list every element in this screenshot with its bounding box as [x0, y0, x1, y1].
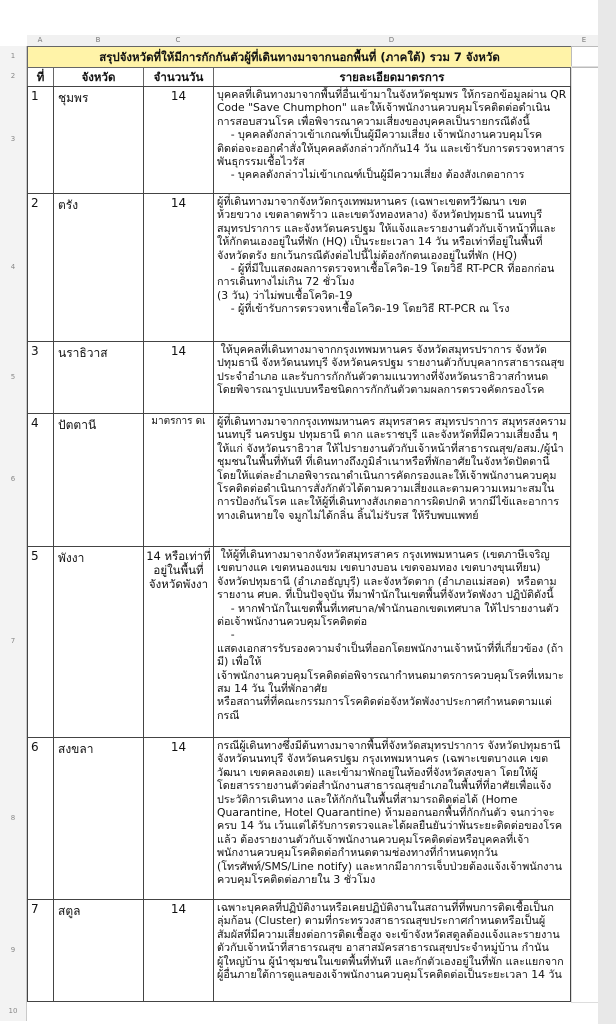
cell-details[interactable]: ผู้ที่เดินทางมาจากกรุงเทพมหานคร สมุทรสาคร สมุทรปราการ สมุทรสงคราม นนทบุรี นครปฐม ปทุมธานี ตาก และราชบุรี และจังหวัดที่มีความเสี่ยงอื่น ๆ ให้แก่ จังหวัดนราธิวาส ให้ไปรายงานตัวกับเจ้าหน้าที่สาธารณสุข/อสม./ผู้นำชุมชนในพื้นที่ทันที ที่เดินทางถึงภูมิลำเนาหรือที่พักอาศัยในจังหวัดปัตตานี โดยให้แต่ละอำเภอพิจารณาดำเนินการคัดกรองและให้เจ้าพนักงานควบคุมโรคติดต่อดำเนินการสั่งกักตัวได้ตามความเสี่ยงและตามความเหมาะสมในการป้องกันโรค และให้ผู้ที่เดินทางสังเกตอาการผิดปกติ หากมีไข้และอาการทางเดินหายใจ จมูกไม่ได้กลิ่น ลิ้นไม่รับรส ให้รีบพบแพทย์ — [213, 413, 571, 547]
row-number[interactable]: 1 — [0, 46, 27, 66]
column-header-e[interactable]: E — [570, 35, 598, 47]
row-number[interactable]: 3 — [0, 86, 27, 193]
cell-no[interactable]: 2 — [27, 193, 54, 342]
cell-count[interactable]: มาตรการ ดเ — [143, 413, 214, 547]
cell-province[interactable]: นราธิวาส — [53, 341, 144, 414]
cell-province[interactable]: สตูล — [53, 899, 144, 1002]
column-header-b[interactable]: B — [53, 35, 143, 47]
cell-no[interactable]: 3 — [27, 341, 54, 414]
cell-e[interactable] — [571, 66, 599, 1003]
column-header-a[interactable]: A — [27, 35, 53, 47]
cell-details[interactable]: ให้ผู้ที่เดินทางมาจากจังหวัดสมุทรสาคร กรุงเทพมหานคร (เขตภาษีเจริญ เขตบางแค เขตหนองแขม เขตบางบอน เขตจอมทอง เขตบางขุนเทียน) จังหวัดปทุมธานี (อำเภอธัญบุรี) และจังหวัดตาก (อำเภอแม่สอด) หรือตามรายงาน ศบค. ที่เป็นปัจจุบัน ที่มาพำนักในเขตพื้นที่จังหวัดพังงา ปฏิบัติดังนี้ - หากพำนักในเขตพื้นที่เทศบาล/พำนักนอกเขตเทศบาล ให้ไปรายงานตัวต่อเจ้าพนักงานควบคุมโรคติดต่อ - แสดงเอกสารรับรองความจำเป็นที่ออกโดยพนักงานเจ้าหน้าที่ที่เกี่ยวข้อง (ถ้ามี) เพื่อให้ เจ้าพนักงานควบคุมโรคติดต่อพิจารณากำหนดมาตรการควบคุมโรคที่เหมาะสม 14 วัน ในที่พักอาศัย หรือสถานที่ที่คณะกรรมการโรคติดต่อจังหวัดพังงาประกาศกำหนดตามแต่กรณี — [213, 546, 571, 738]
row-number[interactable]: 2 — [0, 66, 27, 86]
column-header-d[interactable]: D — [213, 35, 570, 47]
header-count[interactable]: จำนวนวัน — [143, 67, 214, 87]
cell-details[interactable]: บุคคลที่เดินทางมาจากพื้นที่อื่นเข้ามาในจังหวัดชุมพร ให้กรอกข้อมูลผ่าน QR Code "Save Chumphon" และให้เจ้าพนักงานควบคุมโรคติดต่อดำเนินการสอบสวนโรค เพื่อพิจารณาความเสี่ยงของบุคคลเป็นรายกรณีดังนี้ - บุคคลดังกล่าวเข้าเกณฑ์เป็นผู้มีความเสี่ยง เจ้าพนักงานควบคุมโรคติดต่อจะออกคำสั่งให้บุคคลดังกล่าวกักกัน14 วัน และเข้ารับการตรวจหาสารพันธุกรรมเชื้อไวรัส - บุคคลดังกล่าวไม่เข้าเกณฑ์เป็นผู้มีความเสี่ยง ต้องสังเกตอาการ — [213, 86, 571, 194]
cell-count[interactable]: 14 — [143, 737, 214, 900]
cell-no[interactable]: 7 — [27, 899, 54, 1002]
cell-count[interactable]: 14 หรือเท่าที่อยู่ในพื้นที่จังหวัดพังงา — [143, 546, 214, 738]
cell-no[interactable]: 4 — [27, 413, 54, 547]
cell-details[interactable]: ให้บุคคลที่เดินทางมาจากกรุงเทพมหานคร จังหวัดสมุทรปราการ จังหวัดปทุมธานี จังหวัดนนทบุรี จังหวัดนครปฐม รายงานตัวกับบุคลากรสาธารณสุขประจำอำเภอ และรับการกักกันตัวตามแนวทางที่จังหวัดนราธิวาสกำหนดโดยพิจารณารูปแบบหรือชนิดการกักกันตัวตามผลการตรวจคัดกรองโรค — [213, 341, 571, 414]
cell-province[interactable]: ปัตตานี — [53, 413, 144, 547]
row-number[interactable]: 8 — [0, 737, 27, 899]
cell-count[interactable]: 14 — [143, 193, 214, 342]
row-number[interactable]: 9 — [0, 899, 27, 1001]
cell-no[interactable]: 6 — [27, 737, 54, 900]
cell-province[interactable]: สงขลา — [53, 737, 144, 900]
cell-details[interactable]: เฉพาะบุคคลที่ปฏิบัติงานหรือเคยปฏิบัติงานในสถานที่ที่พบการติดเชื้อเป็นกลุ่มก้อน (Cluster) ตามที่กระทรวงสาธารณสุขประกาศกำหนดหรือเป็นผู้สัมผัสที่มีความเสี่ยงต่อการติดเชื้อสูง จะเข้าจังหวัดสตูลต้องแจ้งและรายงานตัวกับเจ้าหน้าที่สาธารณสุข อาสาสมัครสาธารณสุขประจำหมู่บ้าน กำนัน ผู้ใหญ่บ้าน ผู้นำชุมชนในเขตพื้นที่ทันที และกักตัวเองอยู่ในที่พัก และแยกจากผู้อื่นภายใต้การดูแลของเจ้าพนักงานควบคุมโรคติดต่อเป็นระยะเวลา 14 วัน — [213, 899, 571, 1002]
row-number[interactable]: 5 — [0, 341, 27, 413]
cell-count[interactable]: 14 — [143, 86, 214, 194]
row-number[interactable]: 6 — [0, 413, 27, 546]
cell-count[interactable]: 14 — [143, 899, 214, 1002]
cell-details[interactable]: กรณีผู้เดินทางซึ่งมีต้นทางมาจากพื้นที่จังหวัดสมุทรปราการ จังหวัดปทุมธานี จังหวัดนนทบุรี จังหวัดนครปฐม กรุงเทพมหานคร (เฉพาะเขตบางแค เขตวัฒนา เขตคลองเตย) และเข้ามาพักอยู่ในท้องที่จังหวัดสงขลา โดยให้ผู้โดยสารรายงานตัวต่อสำนักงานสาธารณสุขอำเภอในพื้นที่ที่อาศัยเพื่อแจ้งประวัติการเดินทาง และให้กักกันในพื้นที่สามารถติดต่อได้ (Home Quarantine, Hotel Quarantine) ห้ามออกนอกพื้นที่กักกันตัว จนกว่าจะครบ 14 วัน เว้นแต่ได้รับการตรวจและได้ผลยืนยันว่าพ้นระยะติดต่อของโรคแล้ว ต้องรายงานตัวกับเจ้าพนักงานควบคุมโรคติดต่อหรือบุคคลที่เจ้าพนักงานควบคุมโรคติดต่อกำหนดตามช่องทางที่กำหนดทุกวัน (โทรศัพท์/SMS/Line notify) และหากมีอาการเจ็บป่วยต้องแจ้งเจ้าพนักงานควบคุมโรคติดต่อภายใน 3 ชั่วโมง — [213, 737, 571, 900]
window-edge — [598, 0, 616, 1024]
header-no[interactable]: ที่ — [27, 67, 54, 87]
cell-province[interactable]: ชุมพร — [53, 86, 144, 194]
header-province[interactable]: จังหวัด — [53, 67, 144, 87]
row-number[interactable]: 4 — [0, 193, 27, 341]
sheet-title[interactable]: สรุปจังหวัดที่ให้มีการกักกันตัวผู้ที่เดินทางมาจากนอกพื้นที่ (ภาคใต้) รวม 7 จังหวัด — [27, 46, 572, 68]
header-details[interactable]: รายละเอียดมาตรการ — [213, 67, 571, 87]
row-number[interactable]: 10 — [0, 1001, 27, 1021]
cell-e1[interactable] — [571, 46, 599, 68]
cell-province[interactable]: พังงา — [53, 546, 144, 738]
row-number[interactable]: 7 — [0, 546, 27, 737]
cell-no[interactable]: 1 — [27, 86, 54, 194]
cell-province[interactable]: ตรัง — [53, 193, 144, 342]
cell-no[interactable]: 5 — [27, 546, 54, 738]
column-header-c[interactable]: C — [143, 35, 213, 47]
cell-details[interactable]: ผู้ที่เดินทางมาจากจังหวัดกรุงเทพมหานคร (เฉพาะเขตทวีวัฒนา เขตห้วยขวาง เขตลาดพร้าว และเขตวังทองหลาง) จังหวัดปทุมธานี นนทบุรี สมุทรปราการ และจังหวัดนครปฐม ให้แจ้งและรายงานตัวกับเจ้าหน้าที่และให้กักตนเองอยู่ในที่พัก (HQ) เป็นระยะเวลา 14 วัน หรือเท่าที่อยู่ในพื้นที่จังหวัดตรัง ยกเว้นกรณีดังต่อไปนี้ไม่ต้องกักตนเองอยู่ในที่พัก (HQ) - ผู้ที่มีใบแสดงผลการตรวจหาเชื้อโควิด-19 โดยวิธี RT-PCR ที่ออกก่อนการเดินทางไม่เกิน 72 ชั่วโมง (3 วัน) ว่าไม่พบเชื้อโควิด-19 - ผู้ที่เข้ารับการตรวจหาเชื้อโควิด-19 โดยวิธี RT-PCR ณ โรง — [213, 193, 571, 342]
cell-count[interactable]: 14 — [143, 341, 214, 414]
